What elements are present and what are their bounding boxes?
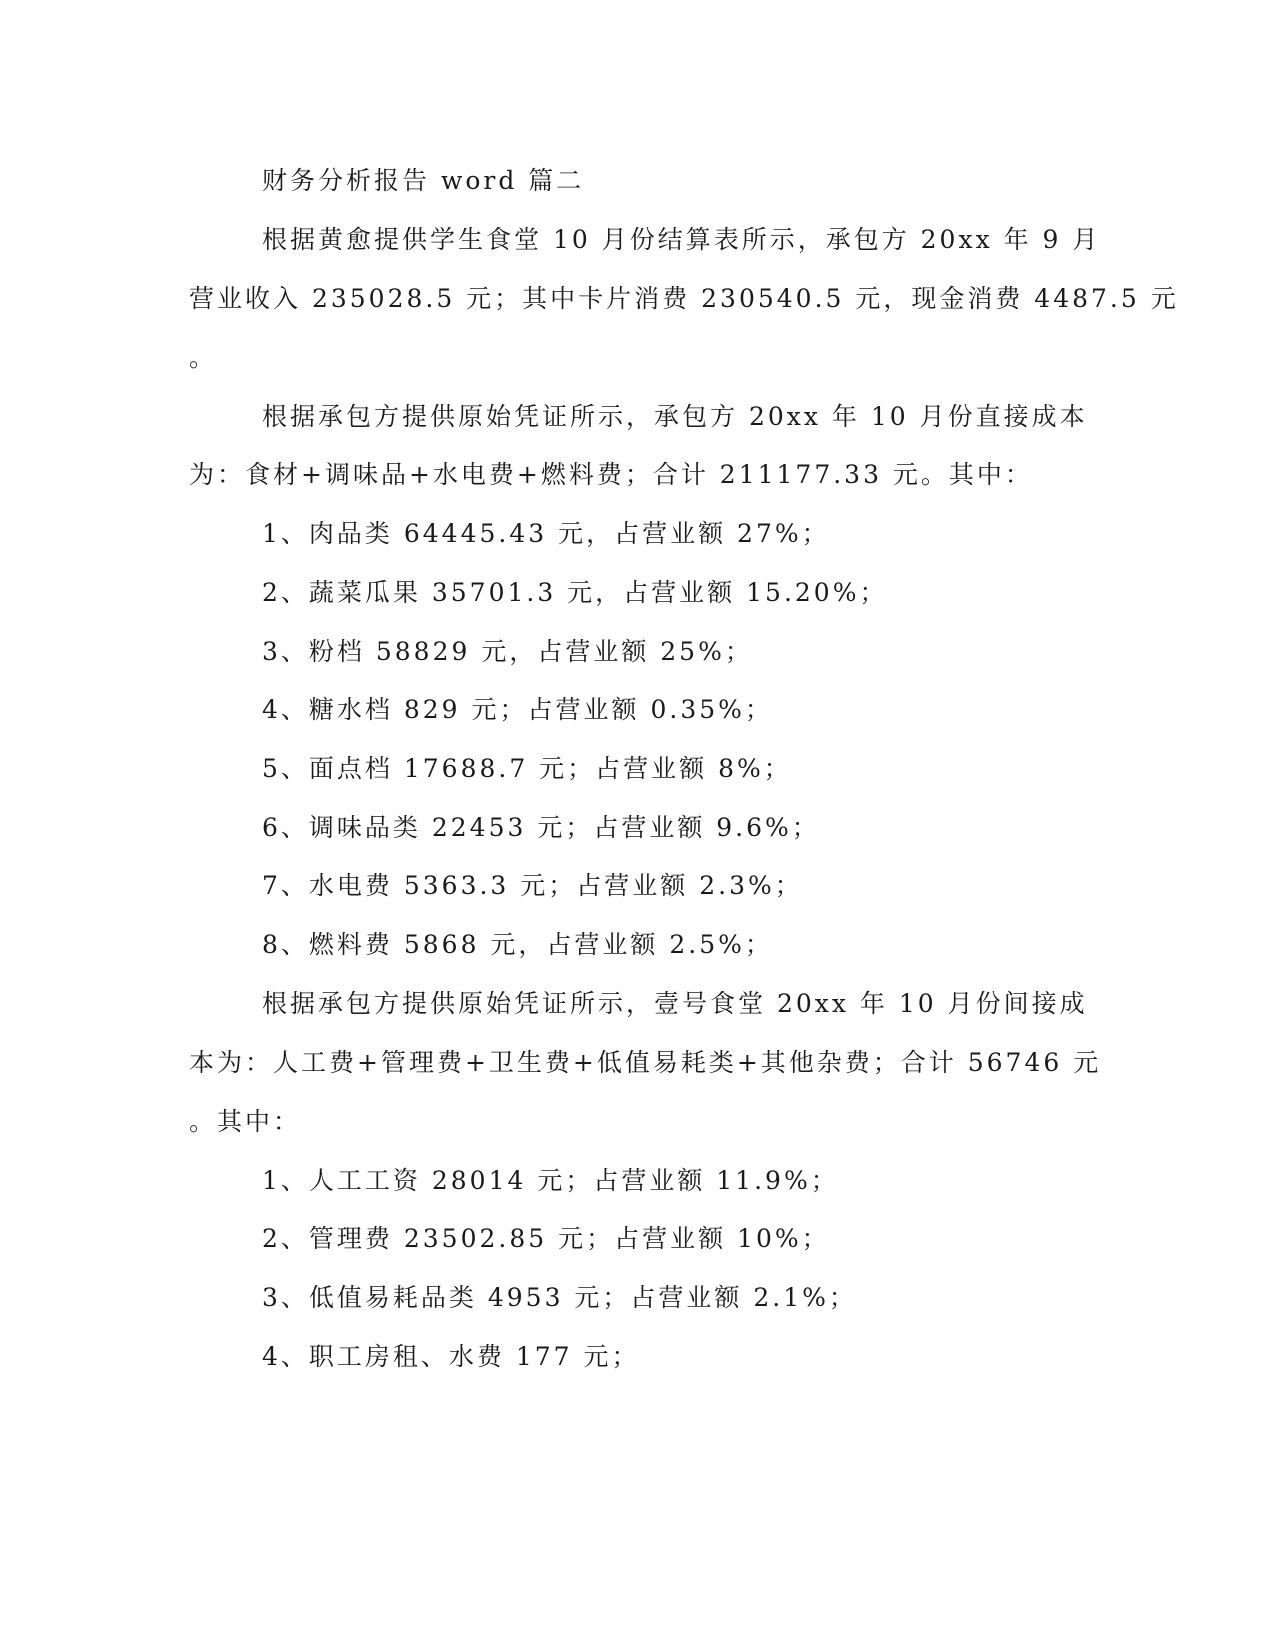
indirect-cost-item: 3、低值易耗品类 4953 元；占营业额 2.1%； xyxy=(262,1283,857,1312)
direct-cost-item: 4、糖水档 829 元；占营业额 0.35%； xyxy=(262,695,773,724)
paragraph-3-line-3: 。其中： xyxy=(189,1107,302,1136)
paragraph-1-line-1: 根据黄愈提供学生食堂 10 月份结算表所示，承包方 20xx 年 9 月 xyxy=(262,225,1101,254)
paragraph-3-line-1: 根据承包方提供原始凭证所示，壹号食堂 20xx 年 10 月份间接成 xyxy=(262,989,1088,1018)
direct-cost-item: 3、粉档 58829 元，占营业额 25%； xyxy=(262,637,753,666)
paragraph-2-line-2: 为：食材+调味品+水电费+燃料费；合计 211177.33 元。其中： xyxy=(189,460,1033,489)
direct-cost-item: 8、燃料费 5868 元，占营业额 2.5%； xyxy=(262,930,773,959)
paragraph-1-line-3: 。 xyxy=(189,343,218,372)
direct-cost-item: 1、肉品类 64445.43 元，占营业额 27%； xyxy=(262,519,830,548)
direct-cost-item: 2、蔬菜瓜果 35701.3 元，占营业额 15.20%； xyxy=(262,578,888,607)
direct-cost-item: 7、水电费 5363.3 元；占营业额 2.3%； xyxy=(262,871,803,900)
document-heading: 财务分析报告 word 篇二 xyxy=(262,166,585,195)
paragraph-1-line-2: 营业收入 235028.5 元；其中卡片消费 230540.5 元，现金消费 4487.5 元 xyxy=(189,284,1179,313)
indirect-cost-item: 1、人工工资 28014 元；占营业额 11.9%； xyxy=(262,1166,839,1195)
direct-cost-item: 6、调味品类 22453 元；占营业额 9.6%； xyxy=(262,813,820,842)
paragraph-2-line-1: 根据承包方提供原始凭证所示，承包方 20xx 年 10 月份直接成本 xyxy=(262,402,1088,431)
indirect-cost-item: 4、职工房租、水费 177 元； xyxy=(262,1342,640,1371)
direct-cost-item: 5、面点档 17688.7 元；占营业额 8%； xyxy=(262,754,792,783)
indirect-cost-item: 2、管理费 23502.85 元；占营业额 10%； xyxy=(262,1224,830,1253)
paragraph-3-line-2: 本为：人工费+管理费+卫生费+低值易耗类+其他杂费；合计 56746 元 xyxy=(189,1048,1102,1077)
